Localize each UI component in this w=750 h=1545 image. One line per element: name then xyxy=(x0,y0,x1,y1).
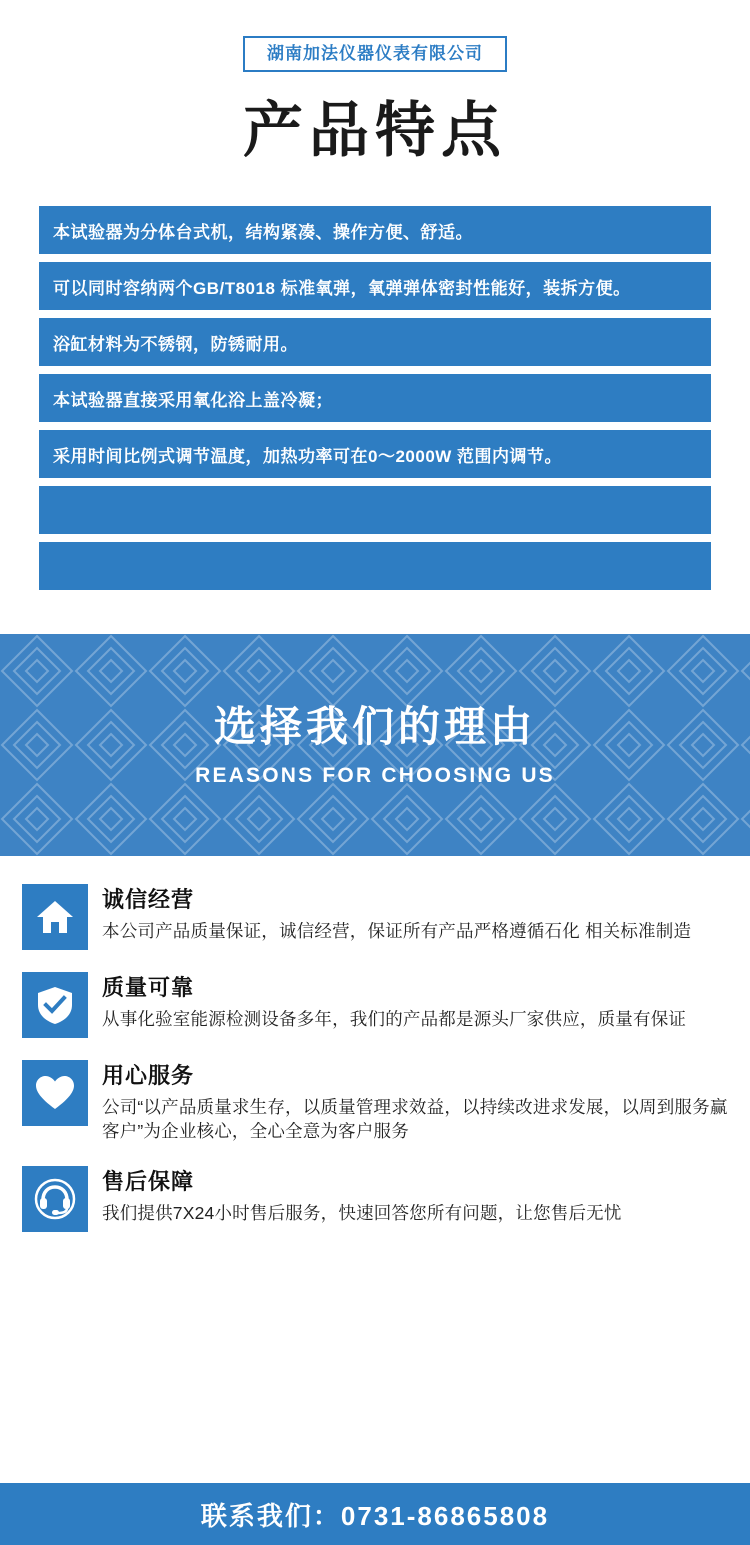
page-title: 产品特点 xyxy=(243,97,507,164)
feature-item-2: 可以同时容纳两个GB/T8018 标准氧弹，氧弹弹体密封性能好，装拆方便。 xyxy=(39,262,711,310)
section-divider xyxy=(0,598,750,634)
reason-item-integrity xyxy=(22,884,728,950)
reason-desc: 从事化验室能源检测设备多年，我们的产品都是源头厂家供应，质量有保证 xyxy=(102,1008,687,1029)
reason-item-quality xyxy=(22,972,728,1038)
reasons-banner-inner xyxy=(0,634,750,856)
feature-item-7 xyxy=(39,542,711,590)
reason-text xyxy=(102,1166,728,1225)
feature-item-1: 本试验器为分体台式机，结构紧凑、操作方便、舒适。 xyxy=(39,206,711,254)
reasons-banner xyxy=(0,634,750,856)
reason-text xyxy=(102,884,728,943)
reason-desc: 公司“以产品质量求生存，以质量管理求效益，以持续改进求发展，以周到服务赢客户”为企业核心，全心全意为客户服务 xyxy=(102,1096,728,1142)
company-badge-wrap xyxy=(0,36,750,72)
feature-item-4: 本试验器直接采用氧化浴上盖冷凝； xyxy=(39,374,711,422)
feature-list xyxy=(39,206,711,590)
reason-title: 售后保障 xyxy=(102,1169,195,1195)
reason-title: 质量可靠 xyxy=(102,975,195,1000)
reason-title: 诚信经营 xyxy=(102,887,195,912)
feature-item-6 xyxy=(39,486,711,534)
shield-check-icon xyxy=(22,972,88,1038)
company-name-badge: 湖南加法仪器仪表有限公司 xyxy=(243,36,507,72)
reason-text xyxy=(102,972,728,1031)
feature-item-5: 采用时间比例式调节温度，加热功率可在0～2000W 范围内调节。 xyxy=(39,430,711,478)
reasons-title-cn: 选择我们的理由 xyxy=(213,702,536,750)
footer-contact-bar xyxy=(0,1483,750,1545)
reason-item-aftersales xyxy=(22,1166,728,1232)
reason-desc: 我们提供7X24小时售后服务，快速回答您所有问题，让您售后无忧 xyxy=(102,1202,622,1223)
heart-icon xyxy=(22,1060,88,1126)
feature-item-3: 浴缸材料为不锈钢，防锈耐用。 xyxy=(39,318,711,366)
reasons-list xyxy=(0,856,750,1232)
reason-item-service xyxy=(22,1060,728,1144)
footer-contact-text: 联系我们：0731-86865808 xyxy=(200,1500,550,1531)
reason-title: 用心服务 xyxy=(102,1063,195,1088)
product-features-section xyxy=(0,0,750,590)
reasons-title-en: REASONS FOR CHOOSING US xyxy=(195,764,555,788)
reason-text xyxy=(102,1060,728,1144)
home-icon xyxy=(22,884,88,950)
reason-desc: 本公司产品质量保证，诚信经营，保证所有产品严格遵循石化 相关标准制造 xyxy=(102,920,692,941)
headset-icon xyxy=(22,1166,88,1232)
